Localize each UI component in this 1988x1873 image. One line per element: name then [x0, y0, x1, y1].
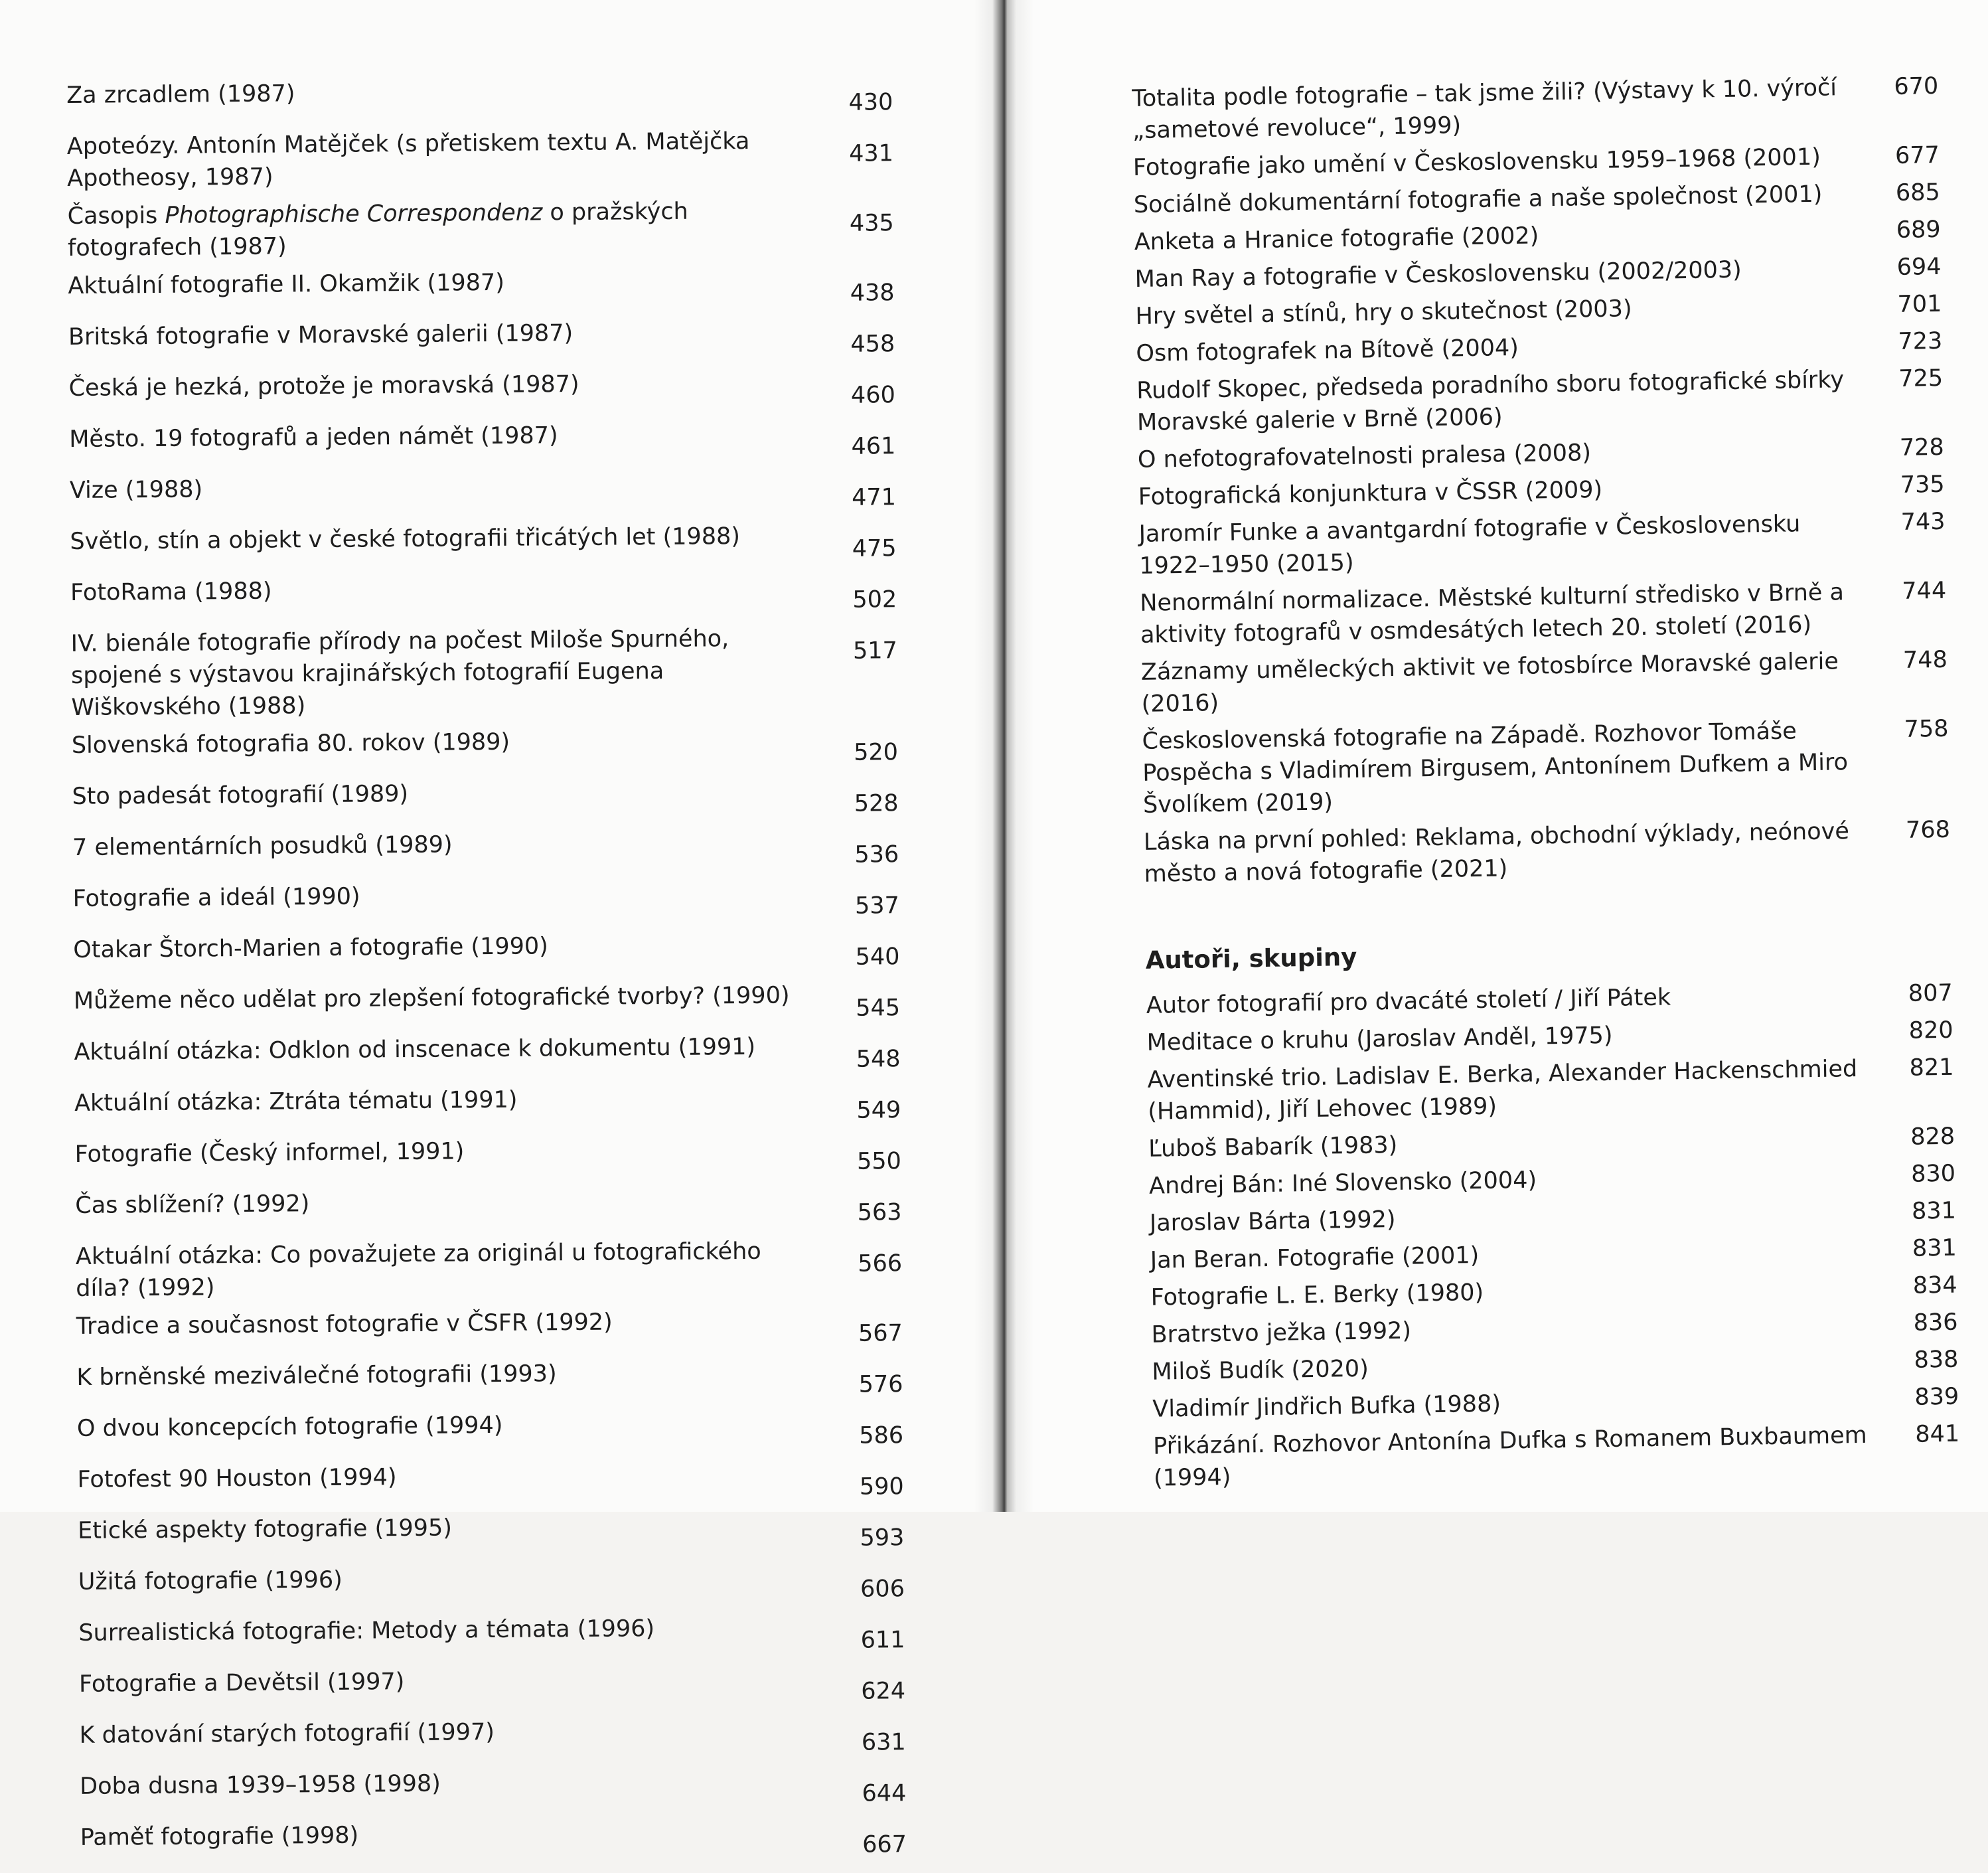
toc-entry [80, 1764, 906, 1816]
toc-entry [1138, 469, 1945, 513]
toc-entry [1141, 644, 1948, 720]
entry-title: Přikázání. Rozhovor Antonína Dufka s Romanem Buxbaumem (1994) [1152, 1422, 1867, 1492]
toc-entry [73, 928, 899, 979]
entry-page-number: 758 [1904, 715, 1949, 743]
toc-entry [1150, 1232, 1957, 1277]
entry-page-number: 685 [1895, 179, 1941, 206]
entry-title: K datování starých fotografií (1997) [79, 1719, 495, 1749]
entry-page-number: 768 [1905, 816, 1951, 844]
toc-entry [66, 73, 893, 125]
toc-entry [77, 1457, 903, 1509]
toc-entry [1140, 575, 1947, 651]
toc-entry [1138, 506, 1946, 582]
toc-entry [70, 570, 897, 622]
entry-title: Totalita podle fotografie – tak jsme žili? (Výstavy k 10. výročí „sametové revoluce“, 1999) [1132, 74, 1837, 144]
entry-page-number: 838 [1914, 1346, 1959, 1374]
entry-page-number: 667 [862, 1831, 907, 1858]
entry-title-prefix: Časopis [67, 202, 165, 230]
entry-title: Fotografie a ideál (1990) [72, 883, 360, 912]
toc-entry [70, 519, 896, 571]
toc-entry [75, 1183, 901, 1235]
entry-page-number: 549 [856, 1097, 901, 1124]
entry-title: Fotografie a Devětsil (1997) [78, 1669, 405, 1698]
entry-title: FotoRama (1988) [70, 578, 272, 606]
toc-entry [68, 315, 895, 366]
toc-entry [1150, 1269, 1957, 1314]
entry-title: Fotofest 90 Houston (1994) [77, 1464, 397, 1493]
entry-page-number: 536 [854, 841, 899, 868]
entry-page-number: 606 [860, 1576, 905, 1603]
entry-title: Fotografie (Český informel, 1991) [74, 1138, 465, 1168]
entry-page-number: 644 [862, 1780, 907, 1807]
entry-page-number: 839 [1914, 1383, 1959, 1411]
toc-entry [77, 1406, 903, 1458]
entry-page-number: 694 [1896, 253, 1942, 281]
entry-title: O nefotografovatelnosti pralesa (2008) [1137, 440, 1592, 473]
book-gutter [974, 0, 1034, 1512]
right-toc-column [1132, 70, 1960, 1500]
left-toc-column [66, 73, 907, 1873]
toc-entry [70, 468, 896, 520]
entry-page-number: 728 [1899, 434, 1945, 461]
entry-title: Apoteózy. Antonín Matějček (s přetiskem textu A. Matějčka Apotheosy, 1987) [66, 127, 750, 192]
toc-entry [74, 1030, 900, 1082]
toc-entry [70, 621, 897, 724]
toc-entry [1134, 251, 1942, 295]
entry-page-number: 548 [856, 1046, 901, 1073]
toc-entry [72, 723, 898, 775]
entry-page-number: 563 [857, 1199, 902, 1226]
entry-page-number: 611 [860, 1627, 905, 1654]
toc-entry [1135, 288, 1942, 333]
toc-entry [74, 979, 900, 1030]
entry-title: Jaroslav Bárta (1992) [1149, 1206, 1396, 1237]
entry-page-number: 743 [1900, 508, 1946, 536]
entry-title: Aktuální otázka: Ztráta tématu (1991) [74, 1086, 518, 1117]
entry-page-number: 567 [858, 1320, 903, 1347]
entry-page-number: 744 [1902, 577, 1947, 605]
entry-page-number: 460 [850, 382, 895, 409]
entry-title: Britská fotografie v Moravské galerii (1987) [68, 320, 573, 351]
entry-title: Československá fotografie na Západě. Rozhovor Tomáše Pospěcha s Vladimírem Birgusem, Antonínem Dufkem a Miro Švolíkem (2019) [1142, 718, 1849, 819]
toc-entry [1149, 1158, 1956, 1202]
entry-page-number: 540 [855, 943, 900, 971]
entry-page-number: 502 [852, 586, 897, 613]
entry-title: 7 elementárních posudků (1989) [72, 831, 453, 861]
entry-page-number: 528 [854, 790, 899, 817]
toc-entry [76, 1304, 903, 1356]
toc-entry [76, 1355, 903, 1407]
entry-title: Světlo, stín a objekt v české fotografii třicátých let (1988) [70, 523, 741, 555]
toc-entry [79, 1713, 905, 1765]
entry-title: Otakar Štorch-Marien a fotografie (1990) [73, 933, 548, 963]
entry-title: Aktuální otázka: Odklon od inscenace k dokumentu (1991) [74, 1033, 756, 1066]
entry-page-number: 689 [1896, 216, 1941, 244]
entry-page-number: 735 [1900, 471, 1945, 499]
entry-page-number: 438 [850, 280, 895, 307]
entry-title: K brněnské meziválečné fotografii (1993) [76, 1360, 557, 1391]
toc-entry [1152, 1381, 1959, 1425]
entry-title: Miloš Budík (2020) [1152, 1355, 1369, 1386]
entry-page-number: 475 [852, 535, 897, 562]
entry-page-number: 430 [848, 89, 893, 116]
entry-title: Láska na první pohled: Reklama, obchodní výklady, neónové město a nová fotografie (2021) [1143, 818, 1850, 888]
entry-title: Aktuální otázka: Co považujete za originál u fotografického díla? (1992) [75, 1238, 761, 1302]
toc-entry [1146, 977, 1953, 1022]
entry-title: Aventinské trio. Ladislav E. Berka, Alexander Hackenschmied (Hammid), Jiří Lehovec (1989) [1147, 1056, 1858, 1125]
entry-title: Tradice a současnost fotografie v ČSFR (1992) [76, 1309, 613, 1340]
entry-page-number: 830 [1910, 1160, 1956, 1188]
entry-page-number: 831 [1911, 1197, 1957, 1225]
entry-title: Za zrcadlem (1987) [66, 80, 295, 109]
toc-entry [1144, 814, 1951, 890]
entry-page-number: 631 [861, 1729, 906, 1756]
entry-title: Vize (1988) [69, 476, 203, 504]
toc-entry [78, 1560, 905, 1611]
entry-title: Fotografie L. E. Berky (1980) [1150, 1279, 1484, 1311]
entry-title: Etické aspekty fotografie (1995) [78, 1514, 453, 1544]
entry-title: Česká je hezká, protože je moravská (1987) [68, 370, 579, 402]
entry-title [67, 195, 834, 264]
entry-page-number: 458 [850, 331, 895, 358]
toc-entry [73, 876, 899, 928]
toc-entry [78, 1508, 904, 1560]
entry-title: Aktuální fotografie II. Okamžik (1987) [68, 269, 505, 299]
toc-entry [1132, 70, 1939, 147]
entry-page-number: 435 [849, 210, 894, 237]
entry-title: Fotografická konjunktura v ČSSR (2009) [1138, 476, 1603, 511]
entry-title: Čas sblížení? (1992) [75, 1190, 310, 1219]
entry-page-number: 537 [854, 892, 899, 920]
toc-entry [1134, 177, 1941, 221]
entry-title: Jaromír Funke a avantgardní fotografie v Československu 1922–1950 (2015) [1138, 511, 1801, 580]
entry-page-number: 471 [852, 484, 897, 511]
toc-entry [1136, 325, 1943, 370]
entry-title: Meditace o kruhu (Jaroslav Anděl, 1975) [1146, 1022, 1613, 1056]
entry-title: Rudolf Skopec, předseda poradního sboru fotografické sbírky Moravské galerie v Brně (2006) [1136, 366, 1845, 436]
entry-page-number: 624 [861, 1678, 906, 1705]
entry-title: Doba dusna 1939–1958 (1998) [80, 1770, 441, 1800]
entry-title: Slovenská fotografia 80. rokov (1989) [71, 728, 510, 759]
entry-title: Užitá fotografie (1996) [78, 1566, 343, 1595]
entry-page-number: 831 [1912, 1234, 1957, 1262]
toc-entry [1147, 1052, 1954, 1128]
entry-page-number: 586 [859, 1422, 904, 1449]
entry-page-number: 431 [848, 140, 894, 167]
entry-page-number: 821 [1909, 1054, 1954, 1082]
entry-title: Paměť fotografie (1998) [80, 1822, 359, 1851]
section-heading: Autoři, skupiny [1145, 942, 1357, 975]
entry-title: Osm fotografek na Bítově (2004) [1136, 334, 1519, 367]
entry-page-number: 748 [1902, 646, 1948, 674]
toc-entry [1136, 363, 1944, 439]
entry-title: Můžeme něco udělat pro zlepšení fotografické tvorby? (1990) [73, 982, 790, 1015]
toc-entry [78, 1611, 905, 1663]
entry-title: Autor fotografií pro dvacáté století / Jiří Pátek [1146, 984, 1671, 1019]
toc-entry [72, 774, 898, 826]
toc-entry [74, 1081, 901, 1133]
entry-page-number: 841 [1914, 1420, 1960, 1448]
entry-page-number: 701 [1897, 290, 1942, 318]
toc-entry [68, 264, 894, 315]
entry-title: Vladimír Jindřich Bufka (1988) [1152, 1390, 1501, 1423]
entry-page-number: 670 [1894, 72, 1939, 100]
entry-title: Jan Beran. Fotografie (2001) [1150, 1242, 1480, 1274]
entry-page-number: 834 [1912, 1271, 1957, 1299]
entry-title: IV. bienále fotografie přírody na počest Miloše Spurného, spojené s výstavou krajinářských fotografií Eugena Wiškovského (1988) [70, 625, 729, 721]
toc-entry [1138, 432, 1945, 476]
toc-entry [69, 417, 895, 469]
toc-entry [1134, 214, 1941, 258]
entry-title-italic: Photographische Correspondenz [165, 199, 543, 229]
entry-title: Sociálně dokumentární fotografie a naše společnost (2001) [1133, 181, 1823, 218]
entry-title: Nenormální normalizace. Městské kulturní středisko v Brně a aktivity fotografů v osmdesátých letech 20. století (2016) [1140, 579, 1845, 649]
toc-entry [1150, 1195, 1957, 1240]
entry-title: Fotografie jako umění v Československu 1959–1968 (2001) [1132, 143, 1821, 181]
entry-page-number: 566 [858, 1250, 903, 1277]
entry-title: Sto padesát fotografií (1989) [72, 780, 409, 810]
entry-page-number: 725 [1898, 365, 1944, 392]
toc-entry [1151, 1307, 1958, 1351]
toc-entry [1152, 1344, 1959, 1388]
toc-entry [80, 1815, 907, 1867]
toc-entry [76, 1234, 903, 1305]
toc-entry [75, 1132, 901, 1184]
toc-entry [1142, 713, 1950, 821]
entry-page-number: 545 [856, 995, 901, 1022]
entry-title: Andrej Bán: Iné Slovensko (2004) [1148, 1167, 1537, 1200]
toc-entry [67, 124, 894, 195]
entry-page-number: 576 [858, 1371, 903, 1398]
entry-title: Bratrstvo ježka (1992) [1151, 1317, 1412, 1348]
entry-page-number: 550 [856, 1148, 901, 1175]
entry-page-number: 828 [1910, 1123, 1955, 1151]
entry-page-number: 517 [852, 637, 897, 665]
entry-page-number: 723 [1898, 327, 1943, 355]
toc-entry [79, 1662, 905, 1714]
toc-entry [1146, 1015, 1953, 1059]
entry-page-number: 807 [1908, 979, 1953, 1007]
entry-title: Ľuboš Babarík (1983) [1148, 1131, 1398, 1163]
entry-title: Záznamy uměleckých aktivit ve fotosbírce Moravské galerie (2016) [1140, 648, 1839, 718]
entry-page-number: 520 [854, 739, 899, 766]
entry-page-number: 461 [851, 433, 896, 460]
toc-entry [1148, 1121, 1955, 1165]
entry-title: Město. 19 fotografů a jeden námět (1987) [69, 422, 558, 453]
entry-page-number: 820 [1908, 1017, 1953, 1044]
entry-title-suffix: o pražských fotografech (1987) [67, 198, 688, 262]
entry-title: O dvou koncepcích fotografie (1994) [76, 1412, 503, 1442]
entry-page-number: 677 [1894, 141, 1940, 169]
entry-title: Man Ray a fotografie v Československu (2002/2003) [1134, 256, 1742, 293]
entry-page-number: 836 [1913, 1309, 1958, 1337]
entry-page-number: 590 [859, 1473, 904, 1501]
toc-entry [72, 825, 899, 877]
toc-entry [1153, 1418, 1960, 1495]
entry-title: Hry světel a stínů, hry o skutečnost (2003) [1135, 295, 1632, 330]
entry-page-number: 593 [860, 1524, 905, 1552]
toc-entry [68, 366, 895, 418]
entry-title: Anketa a Hranice fotografie (2002) [1134, 222, 1539, 256]
entry-title: Surrealistická fotografie: Metody a témata (1996) [78, 1615, 655, 1647]
toc-entry [1133, 139, 1940, 184]
toc-entry [67, 194, 894, 264]
